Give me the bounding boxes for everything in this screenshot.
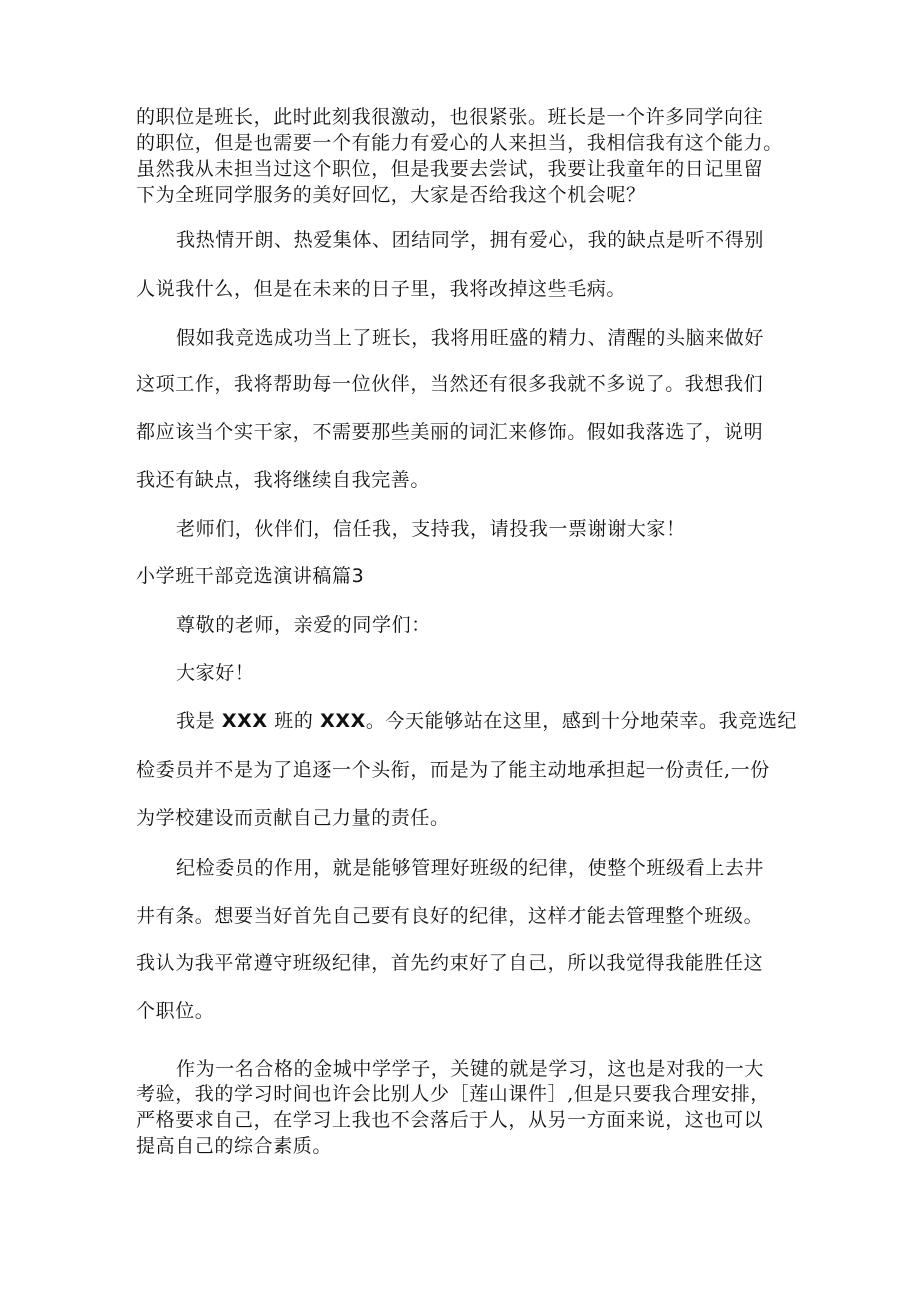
paragraph-6-line-3: 我认为我平常遵守班级纪律，首先约束好了自己，所以我觉得我能胜任这 bbox=[136, 952, 764, 974]
p5-name-class: XXX bbox=[221, 710, 268, 732]
section-title: 小学班干部竞选演讲稿篇3 bbox=[136, 565, 365, 587]
p5-text-c: 班的 bbox=[274, 710, 314, 732]
paragraph-2-line-1: 我热情开朗、热爱集体、团结同学，拥有爱心，我的缺点是听不得别 bbox=[176, 229, 765, 251]
paragraph-3-line-3: 都应该当个实干家，不需要那些美丽的词汇来修饰。假如我落选了，说明 bbox=[136, 421, 764, 443]
paragraph-1-line-1: 的职位是班长，此时此刻我很激动，也很紧张。班长是一个许多同学向往 bbox=[136, 106, 764, 128]
paragraph-3-line-4: 我还有缺点，我将继续自我完善。 bbox=[136, 469, 431, 491]
greeting-line-2: 大家好！ bbox=[176, 662, 255, 684]
paragraph-5-line-2: 检委员并不是为了追逐一个头衔，而是为了能主动地承担起一份责任,一份 bbox=[136, 759, 770, 781]
p5-name-student: XXX bbox=[320, 710, 366, 732]
p5-text-a: 我是 bbox=[176, 710, 216, 732]
paragraph-5-line-3: 为学校建设而贡献自己力量的责任。 bbox=[136, 807, 450, 829]
paragraph-1-line-4: 下为全班同学服务的美好回忆，大家是否给我这个机会呢？ bbox=[136, 184, 646, 206]
paragraph-1-line-3: 虽然我从未担当过这个职位，但是我要去尝试，我要让我童年的日记里留 bbox=[136, 158, 764, 180]
paragraph-3-line-2: 这项工作，我将帮助每一位伙伴，当然还有很多我就不多说了。我想我们 bbox=[136, 373, 764, 395]
paragraph-1-line-2: 的职位，但是也需要一个有能力有爱心的人来担当，我相信我有这个能力。 bbox=[136, 132, 783, 154]
paragraph-7-line-2: 考验，我的学习时间也许会比别人少［莲山课件］,但是只要我合理安排， bbox=[136, 1083, 770, 1105]
greeting-line-1: 尊敬的老师，亲爱的同学们： bbox=[176, 614, 431, 636]
paragraph-6-line-4: 个职位。 bbox=[136, 1000, 215, 1022]
paragraph-7-line-1: 作为一名合格的金城中学学子，关键的就是学习，这也是对我的一大 bbox=[176, 1058, 765, 1080]
paragraph-4-line-1: 老师们，伙伴们，信任我，支持我，请投我一票谢谢大家！ bbox=[176, 518, 686, 540]
paragraph-5-line-1 bbox=[176, 708, 836, 734]
paragraph-6-line-2: 井有条。想要当好首先自己要有良好的纪律，这样才能去管理整个班级。 bbox=[136, 905, 764, 927]
paragraph-7-line-4: 提高自己的综合素质。 bbox=[136, 1135, 333, 1157]
paragraph-6-line-1: 纪检委员的作用，就是能够管理好班级的纪律，使整个班级看上去井 bbox=[176, 857, 765, 879]
paragraph-7-line-3: 严格要求自己，在学习上我也不会落后于人，从另一方面来说，这也可以 bbox=[136, 1109, 764, 1131]
paragraph-2-line-2: 人说我什么，但是在未来的日子里，我将改掉这些毛病。 bbox=[136, 278, 627, 300]
p5-text-e: 。今天能够站在这里，感到十分地荣幸。我竞选纪 bbox=[365, 710, 798, 732]
paragraph-3-line-1: 假如我竞选成功当上了班长，我将用旺盛的精力、清醒的头脑来做好 bbox=[176, 327, 765, 349]
